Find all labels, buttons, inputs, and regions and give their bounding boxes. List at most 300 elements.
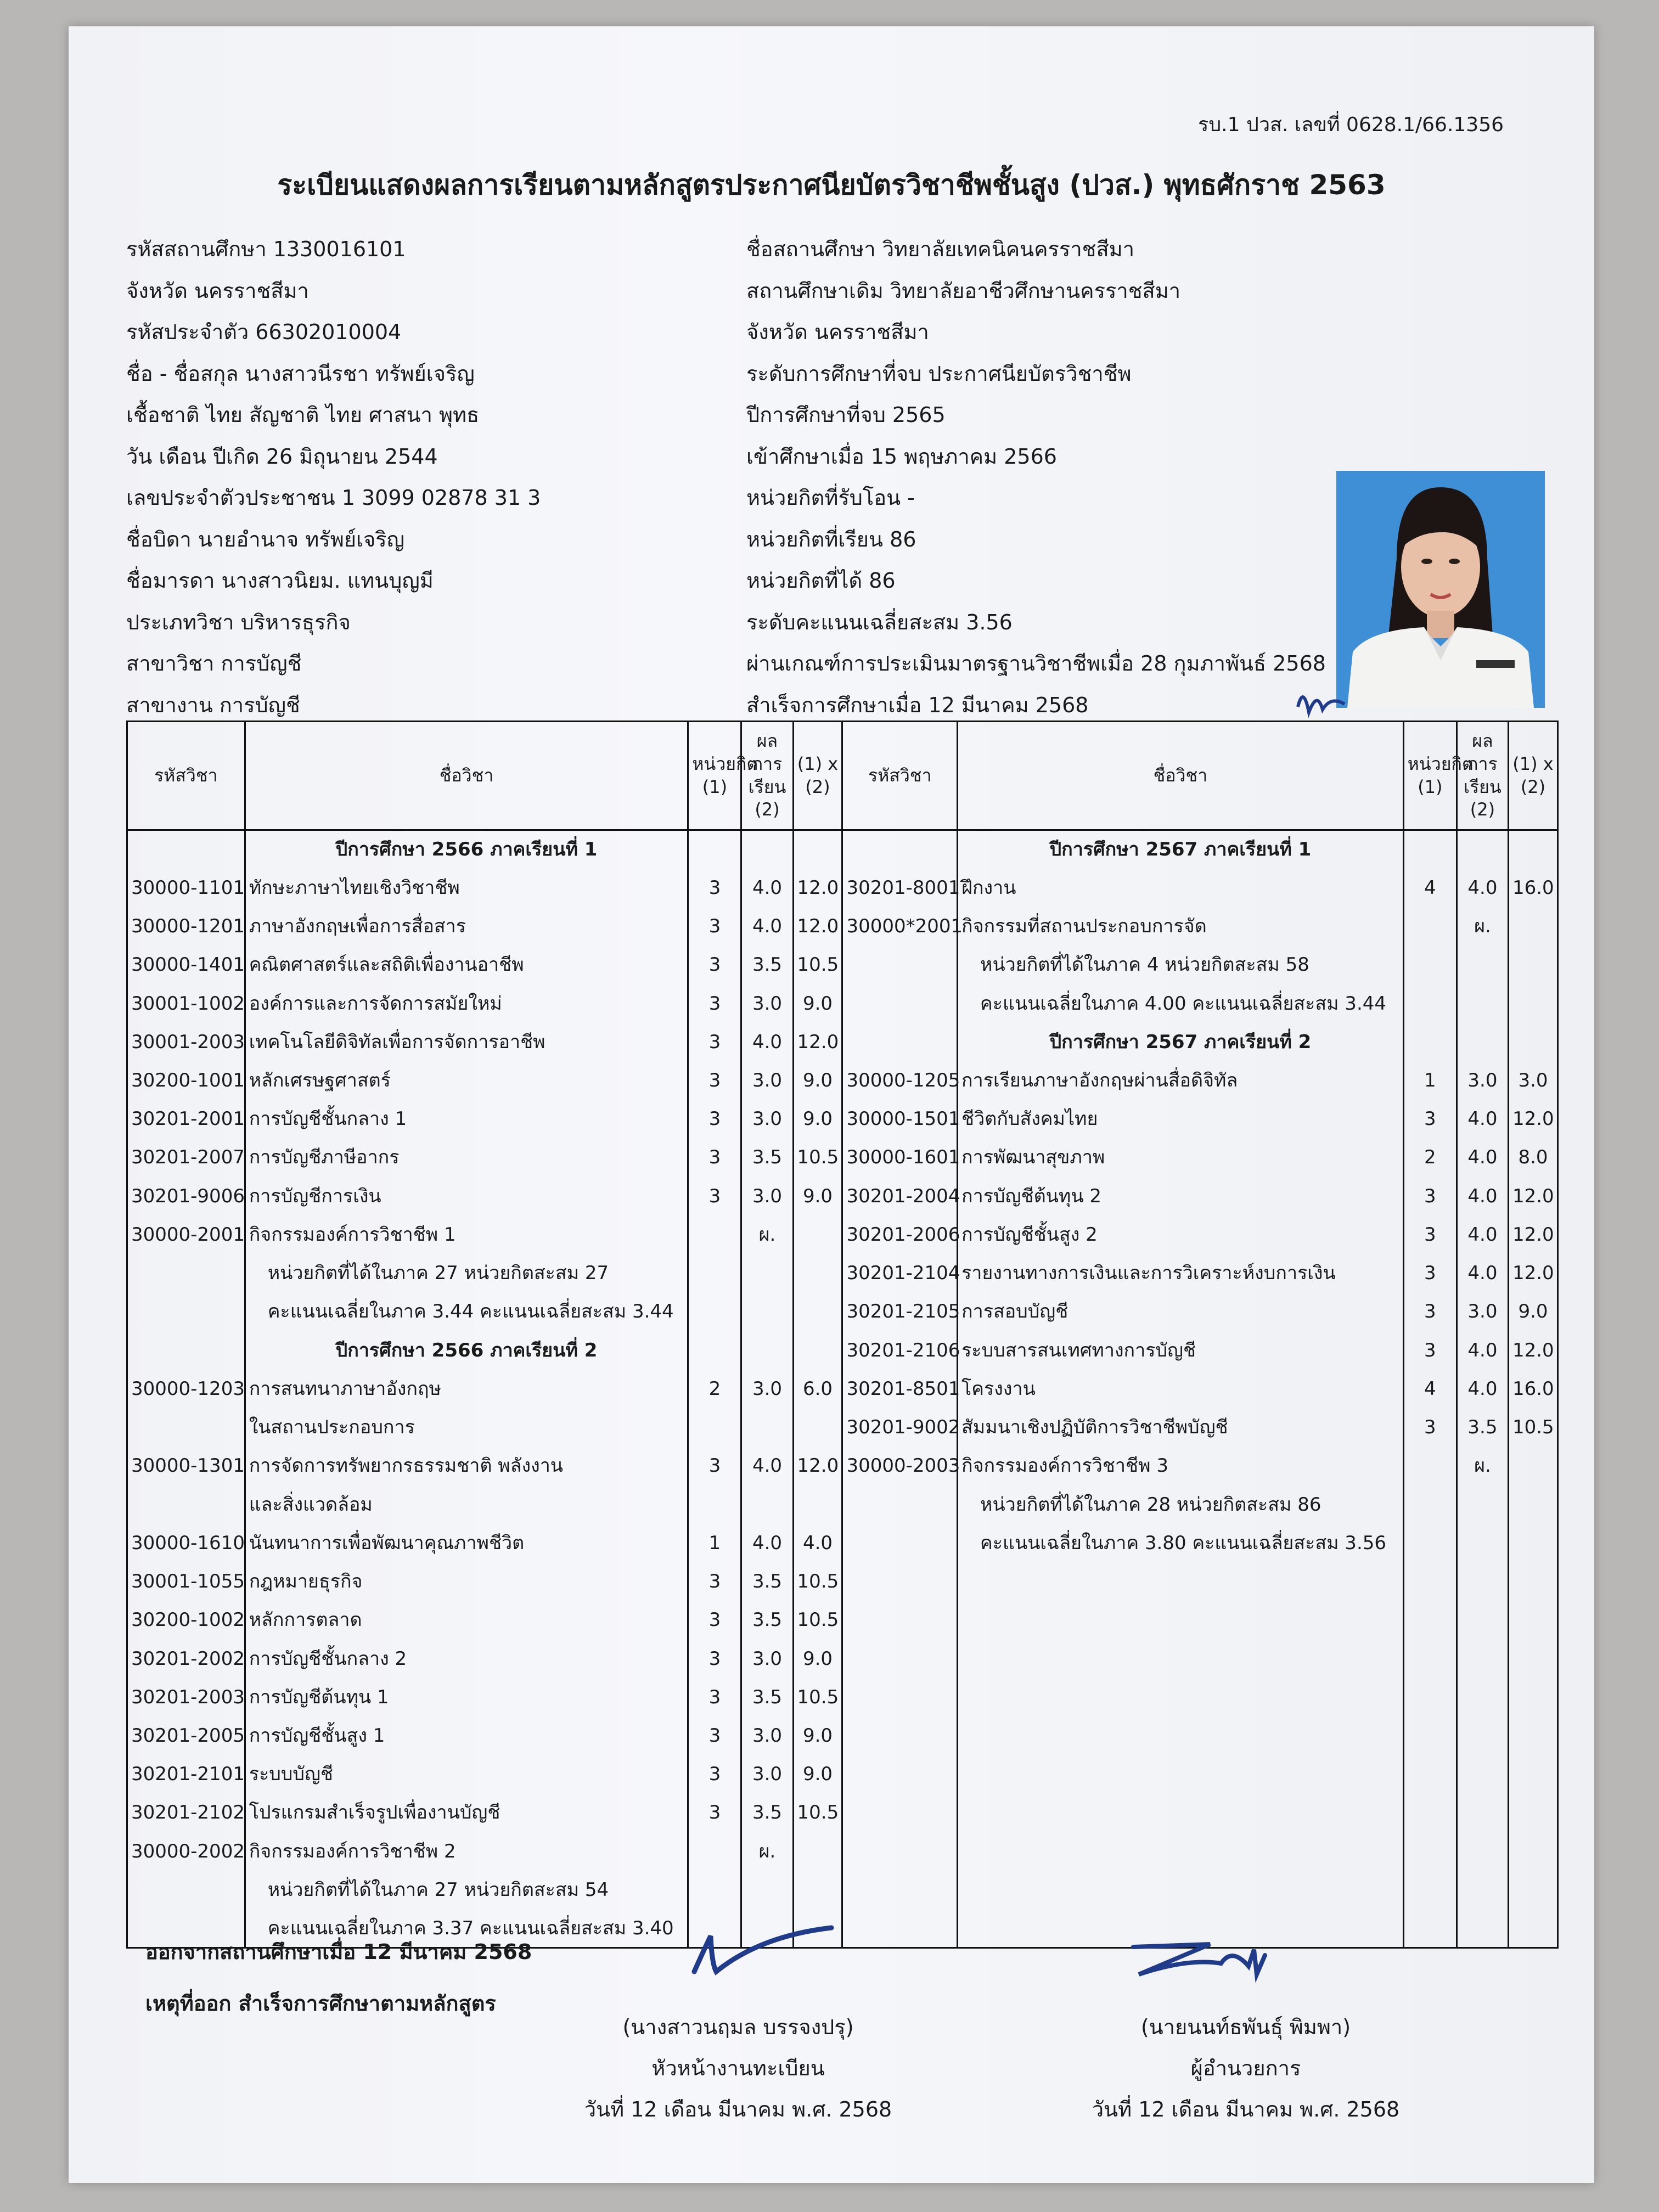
- course-points: 9.0: [793, 1716, 842, 1755]
- course-credit: 3: [688, 1177, 741, 1215]
- table-row: [127, 830, 1558, 869]
- course-points: 10.5: [793, 1678, 842, 1716]
- course-credit: 3: [1403, 1408, 1456, 1446]
- empty-cell: [1508, 1909, 1557, 1948]
- empty-cell: [1456, 984, 1508, 1022]
- course-grade: 3.0: [741, 1061, 793, 1100]
- course-name: กิจกรรมองค์การวิชาชีพ 1: [245, 1215, 688, 1254]
- course-points: 12.0: [793, 869, 842, 907]
- empty-cell: [1456, 1755, 1508, 1793]
- empty-cell: [1508, 830, 1557, 869]
- semester-header: ปีการศึกษา 2567 ภาคเรียนที่ 1: [958, 830, 1404, 869]
- empty-cell: [1403, 830, 1456, 869]
- course-name: ระบบบัญชี: [245, 1755, 688, 1793]
- empty-cell: [1508, 984, 1557, 1022]
- empty-cell: [1508, 1524, 1557, 1562]
- table-row: [127, 907, 1558, 945]
- document-title: ระเบียนแสดงผลการเรียนตามหลักสูตรประกาศนียบัตรวิชาชีพชั้นสูง (ปวส.) พุทธศักราช 2563: [277, 169, 1386, 201]
- empty-cell: [793, 1292, 842, 1331]
- course-points: 12.0: [1508, 1215, 1557, 1254]
- course-code: 30000-1501: [842, 1100, 958, 1138]
- course-code: 30000-2002: [127, 1832, 245, 1871]
- course-credit: 3: [688, 1793, 741, 1832]
- semester-header: ปีการศึกษา 2566 ภาคเรียนที่ 1: [245, 830, 688, 869]
- empty-cell: [127, 1292, 245, 1331]
- student-photo: [1336, 471, 1545, 708]
- course-points: 10.5: [1508, 1408, 1557, 1446]
- semester-summary: หน่วยกิตที่ได้ในภาค 27 หน่วยกิตสะสม 27: [245, 1254, 688, 1292]
- course-credit: 3: [688, 907, 741, 945]
- course-credit: 3: [688, 1601, 741, 1639]
- course-points: 16.0: [1508, 869, 1557, 907]
- empty-cell: [688, 1871, 741, 1909]
- course-name: ทักษะภาษาไทยเชิงวิชาชีพ: [245, 869, 688, 907]
- course-points: 10.5: [793, 1793, 842, 1832]
- empty-cell: [1508, 945, 1557, 984]
- empty-cell: [1403, 1524, 1456, 1562]
- empty-cell: [1403, 1793, 1456, 1832]
- empty-cell: [958, 1793, 1404, 1832]
- course-code: 30201-2104: [842, 1254, 958, 1292]
- course-points: 3.0: [1508, 1061, 1557, 1100]
- course-credit: 3: [688, 869, 741, 907]
- empty-cell: [842, 1832, 958, 1871]
- course-code: 30201-2004: [842, 1177, 958, 1215]
- course-code: 30000-2001: [127, 1215, 245, 1254]
- course-name: การบัญชีชั้นกลาง 2: [245, 1639, 688, 1678]
- course-credit: 3: [688, 1755, 741, 1793]
- empty-cell: [688, 1331, 741, 1370]
- course-points: 10.5: [793, 1138, 842, 1177]
- course-credit: [1403, 907, 1456, 945]
- empty-cell: [1508, 1485, 1557, 1523]
- course-code: 30201-2101: [127, 1755, 245, 1793]
- empty-cell: [1456, 830, 1508, 869]
- transcript-paper: [69, 26, 1594, 2183]
- course-grade: 3.5: [1456, 1408, 1508, 1446]
- col-header-grade: ผลการเรียน (2): [1456, 722, 1508, 830]
- course-grade: 3.0: [741, 1100, 793, 1138]
- semester-summary: คะแนนเฉลี่ยในภาค 3.80 คะแนนเฉลี่ยสะสม 3.56: [958, 1524, 1404, 1562]
- info-field-right: หน่วยกิตที่รับโอน -: [746, 486, 915, 510]
- course-code: 30201-2106: [842, 1331, 958, 1370]
- table-row: [127, 1215, 1558, 1254]
- course-points: 9.0: [793, 1177, 842, 1215]
- info-field-left: ชื่อบิดา นายอำนาจ ทรัพย์เจริญ: [126, 527, 405, 551]
- info-field-left: รหัสสถานศึกษา 1330016101: [126, 237, 406, 261]
- empty-cell: [1508, 1716, 1557, 1755]
- empty-cell: [793, 1254, 842, 1292]
- course-credit: 2: [688, 1370, 741, 1408]
- empty-cell: [842, 1023, 958, 1061]
- course-code: 30200-1002: [127, 1601, 245, 1639]
- table-row: [127, 1562, 1558, 1601]
- empty-cell: [958, 1678, 1404, 1716]
- empty-cell: [1508, 1793, 1557, 1832]
- course-grade: 3.5: [741, 1793, 793, 1832]
- course-grade: 3.0: [1456, 1292, 1508, 1331]
- course-code: 30000-1201: [127, 907, 245, 945]
- info-field-right: ชื่อสถานศึกษา วิทยาลัยเทคนิคนครราชสีมา: [746, 237, 1135, 261]
- info-field-left: ประเภทวิชา บริหารธุรกิจ: [126, 610, 351, 634]
- course-name: กิจกรรมที่สถานประกอบการจัด: [958, 907, 1404, 945]
- empty-cell: [1508, 1023, 1557, 1061]
- course-grade: 3.5: [741, 945, 793, 984]
- course-credit: 3: [1403, 1215, 1456, 1254]
- empty-cell: [842, 1639, 958, 1678]
- table-row: [127, 1331, 1558, 1370]
- empty-cell: [127, 1331, 245, 1370]
- empty-cell: [1508, 1639, 1557, 1678]
- course-code: [127, 1408, 245, 1446]
- table-row: [127, 1370, 1558, 1408]
- course-credit: 2: [1403, 1138, 1456, 1177]
- course-grade: 4.0: [1456, 869, 1508, 907]
- course-name: ชีวิตกับสังคมไทย: [958, 1100, 1404, 1138]
- info-field-right: ผ่านเกณฑ์การประเมินมาตรฐานวิชาชีพเมื่อ 28 กุมภาพันธ์ 2568: [746, 651, 1326, 676]
- table-row: [127, 1023, 1558, 1061]
- semester-summary: หน่วยกิตที่ได้ในภาค 4 หน่วยกิตสะสม 58: [958, 945, 1404, 984]
- course-code: 30201-2006: [842, 1215, 958, 1254]
- empty-cell: [1403, 1755, 1456, 1793]
- table-row: [127, 1755, 1558, 1793]
- course-credit: 4: [1403, 1370, 1456, 1408]
- empty-cell: [793, 830, 842, 869]
- empty-cell: [1508, 1562, 1557, 1601]
- empty-cell: [1456, 1524, 1508, 1562]
- photo-signature-mark: [1292, 674, 1353, 723]
- info-field-left: เลขประจำตัวประชาชน 1 3099 02878 31 3: [126, 486, 541, 510]
- col-header-product: (1) x (2): [793, 722, 842, 830]
- empty-cell: [1456, 1601, 1508, 1639]
- course-name: การบัญชีภาษีอากร: [245, 1138, 688, 1177]
- course-grade: 3.5: [741, 1562, 793, 1601]
- course-code: 30201-9006: [127, 1177, 245, 1215]
- course-name: สัมมนาเชิงปฏิบัติการวิชาชีพบัญชี: [958, 1408, 1404, 1446]
- director-date: วันที่ 12 เดือน มีนาคม พ.ศ. 2568: [1092, 2097, 1400, 2121]
- course-grade: 3.0: [741, 1716, 793, 1755]
- table-row: [127, 1292, 1558, 1331]
- empty-cell: [688, 1292, 741, 1331]
- empty-cell: [741, 1254, 793, 1292]
- course-points: 9.0: [1508, 1292, 1557, 1331]
- course-name: การบัญชีต้นทุน 1: [245, 1678, 688, 1716]
- table-row: [127, 1177, 1558, 1215]
- table-row: [127, 1524, 1558, 1562]
- course-code: 30201-2105: [842, 1292, 958, 1331]
- course-points: 9.0: [793, 1755, 842, 1793]
- course-code: 30000-1101: [127, 869, 245, 907]
- course-name: ฝึกงาน: [958, 869, 1404, 907]
- col-header-code: รหัสวิชา: [842, 722, 958, 830]
- course-name: เทคโนโลยีดิจิทัลเพื่อการจัดการอาชีพ: [245, 1023, 688, 1061]
- course-points: 9.0: [793, 1100, 842, 1138]
- semester-summary: คะแนนเฉลี่ยในภาค 3.44 คะแนนเฉลี่ยสะสม 3.44: [245, 1292, 688, 1331]
- empty-cell: [1456, 1678, 1508, 1716]
- course-points: [793, 1408, 842, 1446]
- empty-cell: [741, 1331, 793, 1370]
- course-name: หลักการตลาด: [245, 1601, 688, 1639]
- empty-cell: [842, 1909, 958, 1948]
- course-grade: [741, 1408, 793, 1446]
- course-name: การบัญชีชั้นสูง 2: [958, 1215, 1404, 1254]
- course-points: 12.0: [793, 907, 842, 945]
- empty-cell: [842, 1793, 958, 1832]
- course-grade: 4.0: [741, 1023, 793, 1061]
- info-field-right: ระดับคะแนนเฉลี่ยสะสม 3.56: [746, 610, 1013, 634]
- course-credit: [688, 1485, 741, 1523]
- course-name: คณิตศาสตร์และสถิติเพื่องานอาชีพ: [245, 945, 688, 984]
- course-grade: 4.0: [1456, 1100, 1508, 1138]
- empty-cell: [1403, 1909, 1456, 1948]
- empty-cell: [1403, 1485, 1456, 1523]
- info-field-left: จังหวัด นครราชสีมา: [126, 278, 309, 303]
- course-name: การเรียนภาษาอังกฤษผ่านสื่อดิจิทัล: [958, 1061, 1404, 1100]
- course-grade: 4.0: [741, 869, 793, 907]
- course-code: 30000*2001: [842, 907, 958, 945]
- course-credit: 3: [688, 945, 741, 984]
- empty-cell: [842, 830, 958, 869]
- course-grade: 3.0: [741, 1177, 793, 1215]
- info-field-right: เข้าศึกษาเมื่อ 15 พฤษภาคม 2566: [746, 444, 1057, 469]
- empty-cell: [1508, 1871, 1557, 1909]
- info-field-right: สถานศึกษาเดิม วิทยาลัยอาชีวศึกษานครราชสีมา: [746, 278, 1181, 303]
- course-points: 4.0: [793, 1524, 842, 1562]
- course-name: การสนทนาภาษาอังกฤษ: [245, 1370, 688, 1408]
- course-name: ในสถานประกอบการ: [245, 1408, 688, 1446]
- course-points: 12.0: [1508, 1177, 1557, 1215]
- course-grade: 3.5: [741, 1601, 793, 1639]
- course-code: 30001-1002: [127, 984, 245, 1022]
- course-credit: 3: [688, 1100, 741, 1138]
- col-header-credit: หน่วยกิต (1): [688, 722, 741, 830]
- course-grade: 3.0: [741, 1755, 793, 1793]
- course-code: 30200-1001: [127, 1061, 245, 1100]
- table-row: [127, 1138, 1558, 1177]
- course-credit: 3: [688, 1678, 741, 1716]
- empty-cell: [842, 1716, 958, 1755]
- col-header-name: ชื่อวิชา: [245, 722, 688, 830]
- course-points: [793, 1215, 842, 1254]
- course-code: 30001-1055: [127, 1562, 245, 1601]
- course-credit: 1: [688, 1524, 741, 1562]
- course-grade: 3.0: [741, 1370, 793, 1408]
- course-grade: ผ.: [741, 1215, 793, 1254]
- empty-cell: [688, 830, 741, 869]
- empty-cell: [127, 1871, 245, 1909]
- empty-cell: [127, 1254, 245, 1292]
- course-points: 12.0: [1508, 1331, 1557, 1370]
- empty-cell: [1403, 1871, 1456, 1909]
- table-row: [127, 1716, 1558, 1755]
- course-credit: 3: [1403, 1331, 1456, 1370]
- table-row: [127, 984, 1558, 1022]
- course-name: กฎหมายธุรกิจ: [245, 1562, 688, 1601]
- grades-table: [126, 721, 1559, 1949]
- table-row: [127, 1601, 1558, 1639]
- course-points: 9.0: [793, 984, 842, 1022]
- course-points: 12.0: [793, 1446, 842, 1485]
- table-row: [127, 869, 1558, 907]
- course-points: [1508, 1446, 1557, 1485]
- director-signature: [1122, 1925, 1298, 1985]
- course-code: 30201-2003: [127, 1678, 245, 1716]
- course-credit: [688, 1408, 741, 1446]
- course-points: 10.5: [793, 1601, 842, 1639]
- course-credit: 3: [1403, 1254, 1456, 1292]
- course-credit: 4: [1403, 869, 1456, 907]
- info-field-left: ชื่อ - ชื่อสกุล นางสาวนีรชา ทรัพย์เจริญ: [126, 361, 475, 386]
- course-grade: 4.0: [1456, 1254, 1508, 1292]
- empty-cell: [1508, 1678, 1557, 1716]
- leave-date: ออกจากสถานศึกษาเมื่อ 12 มีนาคม 2568: [145, 1940, 532, 1964]
- course-grade: ผ.: [1456, 1446, 1508, 1485]
- document-reference-number: รบ.1 ปวส. เลขที่ 0628.1/66.1356: [1197, 114, 1504, 136]
- course-points: [793, 1485, 842, 1523]
- empty-cell: [1403, 1023, 1456, 1061]
- course-grade: 3.5: [741, 1138, 793, 1177]
- course-code: 30201-2102: [127, 1793, 245, 1832]
- semester-header: ปีการศึกษา 2567 ภาคเรียนที่ 2: [958, 1023, 1404, 1061]
- course-points: 6.0: [793, 1370, 842, 1408]
- empty-cell: [1403, 1639, 1456, 1678]
- empty-cell: [958, 1755, 1404, 1793]
- course-grade: 3.0: [1456, 1061, 1508, 1100]
- course-grade: 4.0: [741, 1524, 793, 1562]
- course-grade: 4.0: [1456, 1177, 1508, 1215]
- empty-cell: [1456, 1023, 1508, 1061]
- course-points: 12.0: [1508, 1254, 1557, 1292]
- empty-cell: [842, 1485, 958, 1523]
- info-field-left: รหัสประจำตัว 66302010004: [126, 320, 402, 344]
- registrar-signature: [678, 1914, 853, 1985]
- table-row: [127, 1639, 1558, 1678]
- registrar-date: วันที่ 12 เดือน มีนาคม พ.ศ. 2568: [584, 2097, 892, 2121]
- course-credit: 3: [688, 1716, 741, 1755]
- course-name: ระบบสารสนเทศทางการบัญชี: [958, 1331, 1404, 1370]
- col-header-product: (1) x (2): [1508, 722, 1557, 830]
- course-name: และสิ่งแวดล้อม: [245, 1485, 688, 1523]
- course-grade: 4.0: [1456, 1215, 1508, 1254]
- info-field-left: วัน เดือน ปีเกิด 26 มิถุนายน 2544: [126, 444, 438, 469]
- empty-cell: [1403, 984, 1456, 1022]
- info-field-right: ระดับการศึกษาที่จบ ประกาศนียบัตรวิชาชีพ: [746, 361, 1132, 386]
- course-credit: [1403, 1446, 1456, 1485]
- empty-cell: [1456, 1716, 1508, 1755]
- course-code: 30201-2002: [127, 1639, 245, 1678]
- course-grade: [741, 1485, 793, 1523]
- course-name: การบัญชีต้นทุน 2: [958, 1177, 1404, 1215]
- course-points: 12.0: [1508, 1100, 1557, 1138]
- empty-cell: [741, 1871, 793, 1909]
- course-grade: 4.0: [1456, 1138, 1508, 1177]
- empty-cell: [793, 1331, 842, 1370]
- course-points: 9.0: [793, 1639, 842, 1678]
- table-row: [127, 1061, 1558, 1100]
- col-header-name: ชื่อวิชา: [958, 722, 1404, 830]
- leave-reason: เหตุที่ออก สำเร็จการศึกษาตามหลักสูตร: [145, 1991, 496, 2016]
- course-points: 12.0: [793, 1023, 842, 1061]
- course-code: [127, 1485, 245, 1523]
- empty-cell: [1403, 945, 1456, 984]
- course-grade: 3.0: [741, 1639, 793, 1678]
- course-name: กิจกรรมองค์การวิชาชีพ 2: [245, 1832, 688, 1871]
- table-row: [127, 1871, 1558, 1909]
- course-credit: 3: [1403, 1177, 1456, 1215]
- empty-cell: [793, 1871, 842, 1909]
- info-field-left: เชื้อชาติ ไทย สัญชาติ ไทย ศาสนา พุทธ: [126, 403, 480, 427]
- course-code: 30000-1401: [127, 945, 245, 984]
- course-code: 30201-9002: [842, 1408, 958, 1446]
- course-code: 30201-2001: [127, 1100, 245, 1138]
- semester-summary: คะแนนเฉลี่ยในภาค 3.37 คะแนนเฉลี่ยสะสม 3.40: [245, 1909, 688, 1948]
- course-credit: 3: [688, 1639, 741, 1678]
- course-code: 30000-1203: [127, 1370, 245, 1408]
- info-field-right: หน่วยกิตที่ได้ 86: [746, 569, 896, 593]
- semester-summary: คะแนนเฉลี่ยในภาค 4.00 คะแนนเฉลี่ยสะสม 3.44: [958, 984, 1404, 1022]
- course-points: 16.0: [1508, 1370, 1557, 1408]
- col-header-credit: หน่วยกิต (1): [1403, 722, 1456, 830]
- course-name: โปรแกรมสำเร็จรูปเพื่องานบัญชี: [245, 1793, 688, 1832]
- course-credit: 3: [688, 984, 741, 1022]
- course-points: 9.0: [793, 1061, 842, 1100]
- course-grade: ผ.: [1456, 907, 1508, 945]
- empty-cell: [958, 1601, 1404, 1639]
- col-header-grade: ผลการเรียน (2): [741, 722, 793, 830]
- course-name: ภาษาอังกฤษเพื่อการสื่อสาร: [245, 907, 688, 945]
- empty-cell: [1403, 1678, 1456, 1716]
- course-code: 30000-1205: [842, 1061, 958, 1100]
- empty-cell: [958, 1871, 1404, 1909]
- empty-cell: [1456, 1793, 1508, 1832]
- info-field-left: สาขางาน การบัญชี: [126, 693, 300, 717]
- info-field-right: หน่วยกิตที่เรียน 86: [746, 527, 916, 551]
- course-grade: 4.0: [741, 907, 793, 945]
- empty-cell: [842, 945, 958, 984]
- course-code: 30000-1610: [127, 1524, 245, 1562]
- empty-cell: [1508, 1601, 1557, 1639]
- table-row: [127, 1100, 1558, 1138]
- empty-cell: [1403, 1601, 1456, 1639]
- course-name: การบัญชีชั้นกลาง 1: [245, 1100, 688, 1138]
- empty-cell: [1508, 1832, 1557, 1871]
- course-code: 30201-2005: [127, 1716, 245, 1755]
- empty-cell: [1456, 1485, 1508, 1523]
- course-name: โครงงาน: [958, 1370, 1404, 1408]
- info-field-left: สาขาวิชา การบัญชี: [126, 651, 302, 676]
- empty-cell: [1456, 1639, 1508, 1678]
- course-credit: 3: [688, 1023, 741, 1061]
- empty-cell: [741, 1292, 793, 1331]
- course-credit: 3: [688, 1138, 741, 1177]
- table-row: [127, 1485, 1558, 1523]
- empty-cell: [842, 1524, 958, 1562]
- info-field-right: จังหวัด นครราชสีมา: [746, 320, 929, 344]
- course-name: การบัญชีการเงิน: [245, 1177, 688, 1215]
- course-credit: 3: [688, 1562, 741, 1601]
- empty-cell: [688, 1254, 741, 1292]
- grades-table-header: [127, 722, 1558, 830]
- registrar-name: (นางสาวนฤมล บรรจงปรุ): [622, 2015, 854, 2039]
- course-name: การบัญชีชั้นสูง 1: [245, 1716, 688, 1755]
- empty-cell: [958, 1716, 1404, 1755]
- course-credit: [688, 1832, 741, 1871]
- course-points: 10.5: [793, 1562, 842, 1601]
- course-name: กิจกรรมองค์การวิชาชีพ 3: [958, 1446, 1404, 1485]
- semester-summary: หน่วยกิตที่ได้ในภาค 28 หน่วยกิตสะสม 86: [958, 1485, 1404, 1523]
- course-grade: 3.0: [741, 984, 793, 1022]
- empty-cell: [842, 1601, 958, 1639]
